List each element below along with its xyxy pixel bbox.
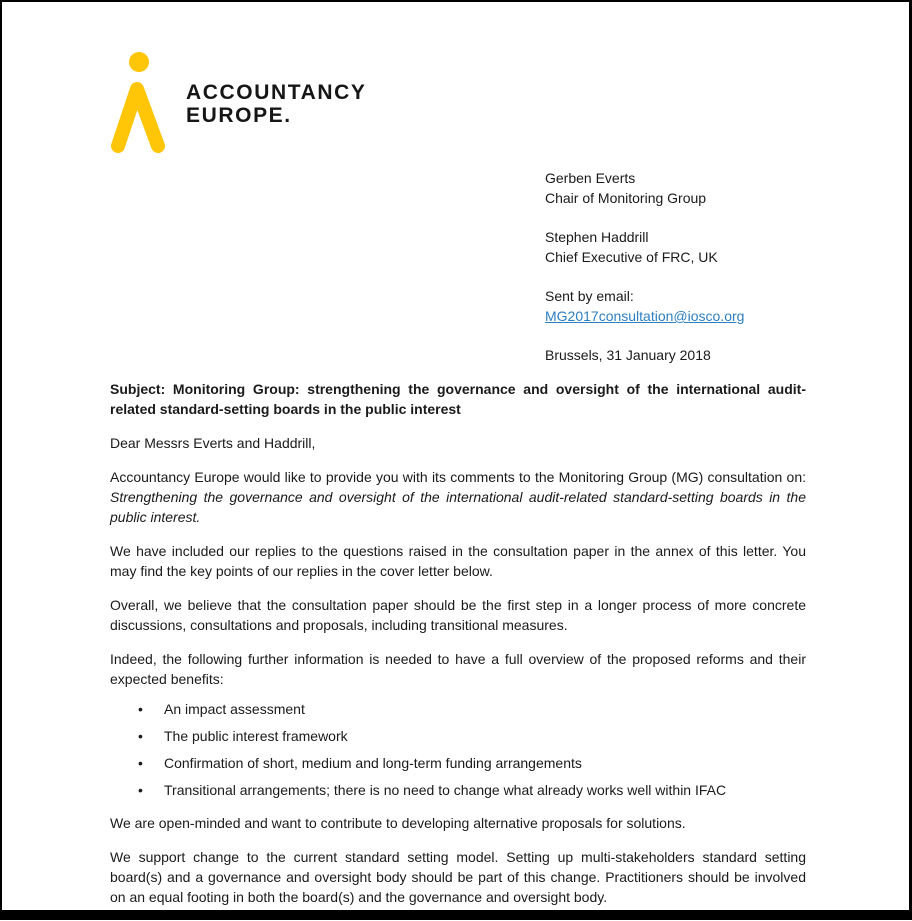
bullet-item (110, 699, 806, 719)
recipient-2 (545, 227, 744, 267)
subject-line: Subject: Monitoring Group: strengthening the governance and oversight of the international audit-related standard-setting boards in the public interest (110, 381, 806, 417)
accountancy-person-icon (110, 45, 166, 153)
bullet-item (110, 753, 806, 773)
recipient-block (545, 168, 744, 384)
sent-by-label: Sent by email: (545, 288, 634, 304)
accountancy-europe-logo (110, 45, 367, 153)
email-link[interactable]: MG2017consultation@iosco.org (545, 308, 745, 324)
bullet-icon: • (138, 728, 143, 744)
bullet-icon: • (138, 782, 143, 798)
bullet-icon: • (138, 701, 143, 717)
paragraph-4: Indeed, the following further information is needed to have a full overview of the proposed reforms and their expected benefits: (110, 651, 806, 687)
bullet-item-text: The public interest framework (164, 728, 348, 744)
salutation: Dear Messrs Everts and Haddrill, (110, 435, 316, 451)
sent-by-email (545, 286, 744, 326)
paragraph-1-italic: Strengthening the governance and oversight of the international audit-related standard-setting boards in the public interest. (110, 489, 806, 525)
bullet-item-text: Confirmation of short, medium and long-term funding arrangements (164, 755, 582, 771)
letter-body (110, 379, 806, 921)
recipient-1 (545, 168, 744, 208)
recipient-2-title: Chief Executive of FRC, UK (545, 249, 718, 265)
paragraph-2: We have included our replies to the questions raised in the consultation paper in the annex of this letter. You may find the key points of our replies in the cover letter below. (110, 543, 806, 579)
bullet-list (110, 699, 806, 800)
recipient-1-name: Gerben Everts (545, 170, 636, 186)
logo-wordmark (186, 81, 367, 127)
bullet-item-text: Transitional arrangements; there is no need to change what already works well within IFAC (164, 782, 727, 798)
paragraph-5: We are open-minded and want to contribute to developing alternative proposals for solutions. (110, 815, 686, 831)
paragraph-6: We support change to the current standard setting model. Setting up multi-stakeholders standard setting board(s) and a governance and oversight body should be part of this change. Practitioners should be involved on an equal footing in both the board(s) and the governance and oversight body. (110, 849, 806, 905)
paragraph-1 (110, 467, 806, 527)
wordmark-line1: ACCOUNTANCY (186, 81, 367, 104)
bullet-item-text: An impact assessment (164, 701, 305, 717)
recipient-1-title: Chair of Monitoring Group (545, 190, 707, 206)
paragraph-3: Overall, we believe that the consultation paper should be the first step in a longer process of more concrete discussions, consultations and proposals, including transitional measures. (110, 597, 806, 633)
wordmark-line2: EUROPE. (186, 104, 292, 127)
bullet-item (110, 726, 806, 746)
bullet-item (110, 780, 806, 800)
recipient-2-name: Stephen Haddrill (545, 229, 649, 245)
dateline: Brussels, 31 January 2018 (545, 347, 711, 363)
bullet-icon: • (138, 755, 143, 771)
paragraph-1-text: Accountancy Europe would like to provide you with its comments to the Monitoring Group (MG) consultation on: (110, 469, 806, 485)
